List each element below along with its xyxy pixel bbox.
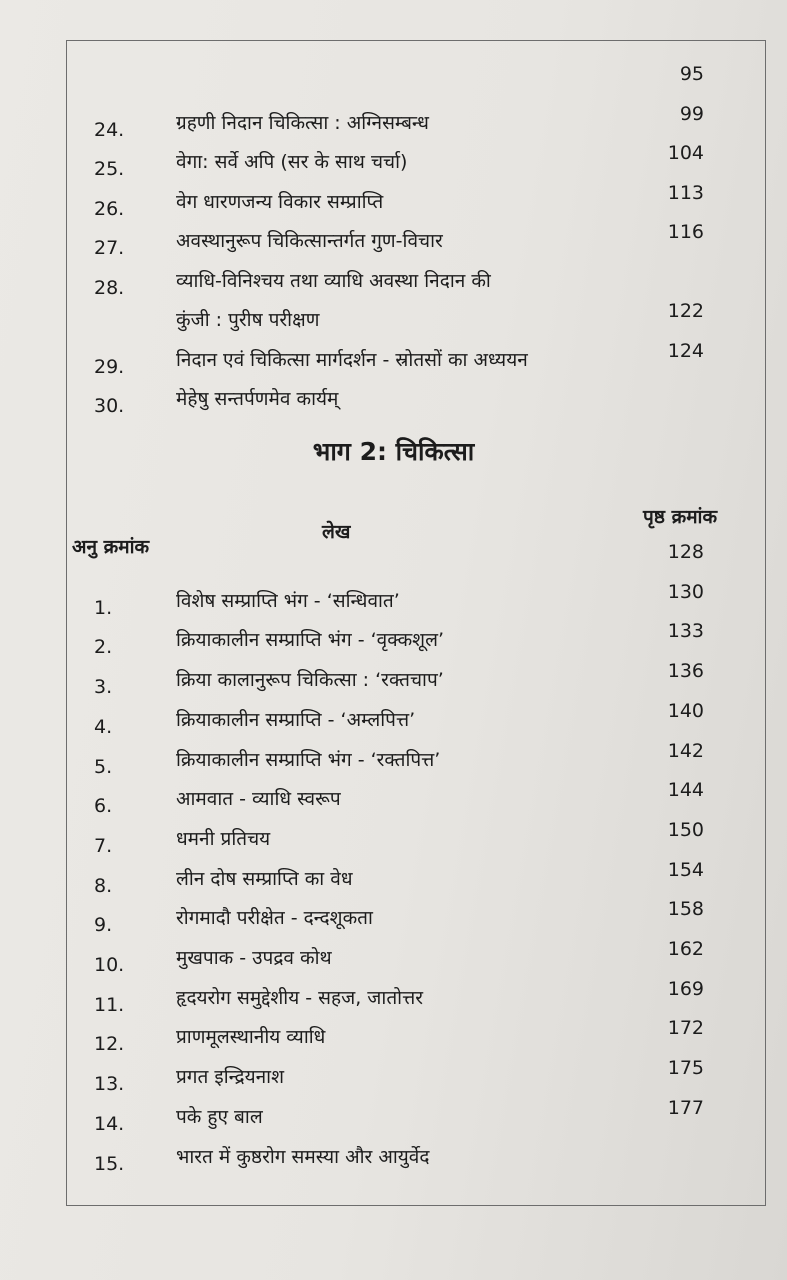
entry-title: ग्रहणी निदान चिकित्सा : अग्निसम्बन्ध — [176, 111, 429, 134]
entry-title: वेगा: सर्वे अपि (सर के साथ चर्चा) — [176, 151, 408, 173]
entry-number: 27. — [94, 237, 125, 259]
entry-number: 11. — [94, 993, 125, 1016]
entry-title: आमवात - व्याधि स्वरूप — [176, 788, 341, 811]
entry-number: 2. — [94, 636, 113, 659]
entry-title: लीन दोष सम्प्राप्ति का वेध — [176, 867, 353, 890]
entry-page-number: 158 — [667, 898, 704, 921]
entry-title: प्रगत इन्द्रियनाश — [176, 1066, 284, 1089]
entry-title: क्रियाकालीन सम्प्राप्ति - ‘अम्लपित्त’ — [176, 708, 416, 731]
entry-page-number: 99 — [679, 102, 704, 125]
entry-title: पके हुए बाल — [176, 1105, 263, 1128]
entry-number: 30. — [94, 395, 125, 417]
column-header-page: पृष्ठ क्रमांक — [643, 506, 718, 528]
entry-page-number: 169 — [667, 977, 704, 1000]
entry-page-number: 136 — [667, 660, 704, 683]
entry-number: 7. — [94, 834, 113, 857]
entry-page-number: 172 — [667, 1017, 704, 1040]
entry-title: प्राणमूलस्थानीय व्याधि — [176, 1026, 326, 1049]
entry-number: 5. — [94, 755, 113, 778]
entry-page-number: 95 — [679, 63, 704, 85]
entry-page-number: 175 — [667, 1057, 704, 1080]
entry-page-number: 130 — [667, 580, 704, 603]
column-header-serial: अनु क्रमांक — [72, 536, 150, 558]
entry-page-number: 104 — [667, 142, 704, 164]
entry-number: 26. — [94, 197, 125, 220]
entry-title: हृदयरोग समुद्देशीय - सहज, जातोत्तर — [176, 986, 423, 1009]
entry-page-number: 144 — [667, 779, 704, 802]
entry-number: 9. — [94, 914, 113, 937]
entry-number: 13. — [94, 1073, 125, 1096]
entry-page-number: 113 — [667, 181, 704, 204]
entry-title: अवस्थानुरूप चिकित्सान्तर्गत गुण-विचार — [176, 230, 443, 252]
entry-title: मेहेषु सन्तर्पणमेव कार्यम् — [176, 388, 339, 410]
column-header-article: लेख — [322, 521, 351, 543]
section-heading: भाग 2: चिकित्सा — [312, 437, 475, 466]
entry-page-number: 140 — [667, 699, 704, 722]
entry-title: क्रियाकालीन सम्प्राप्ति भंग - ‘वृक्कशूल’ — [176, 629, 445, 652]
entry-page-number: 122 — [667, 300, 704, 322]
entry-number: 28. — [94, 276, 125, 299]
entry-number: 1. — [94, 596, 113, 619]
entry-page-number: 150 — [667, 818, 704, 841]
entry-title: भारत में कुष्ठरोग समस्या और आयुर्वेद — [176, 1145, 430, 1168]
entry-page-number: 116 — [667, 221, 704, 243]
entry-title: विशेष सम्प्राप्ति भंग - ‘सन्धिवात’ — [176, 589, 400, 612]
entry-number: 15. — [94, 1152, 125, 1175]
entry-number: 24. — [94, 118, 125, 141]
entry-page-number: 177 — [667, 1096, 704, 1119]
entry-number: 10. — [94, 954, 125, 976]
entry-title: व्याधि-विनिश्चय तथा व्याधि अवस्था निदान की — [176, 269, 491, 292]
entry-number: 3. — [94, 676, 113, 699]
entry-number: 14. — [94, 1112, 125, 1135]
entry-page-number: 133 — [667, 620, 704, 643]
entry-title: मुखपाक - उपद्रव कोथ — [176, 947, 332, 969]
entry-page-number: 162 — [667, 938, 704, 960]
entry-title: निदान एवं चिकित्सा मार्गदर्शन - स्रोतसों का अध्ययन — [176, 348, 528, 371]
entry-page-number: 124 — [667, 339, 704, 362]
entry-title: कुंजी : पुरीष परीक्षण — [176, 309, 320, 331]
entry-title: रोगमादौ परीक्षेत - दन्दशूकता — [176, 907, 373, 930]
entry-number: 4. — [94, 715, 113, 738]
entry-title: क्रियाकालीन सम्प्राप्ति भंग - ‘रक्तपित्त’ — [176, 748, 441, 771]
entry-number: 8. — [94, 874, 113, 897]
entry-title: वेग धारणजन्य विकार सम्प्राप्ति — [176, 190, 384, 213]
entry-page-number: 142 — [667, 739, 704, 762]
entry-title: क्रिया कालानुरूप चिकित्सा : ‘रक्तचाप’ — [176, 669, 444, 692]
entry-title: धमनी प्रतिचय — [176, 827, 271, 850]
entry-number: 25. — [94, 158, 125, 180]
entry-page-number: 154 — [667, 858, 704, 881]
entry-number: 6. — [94, 795, 113, 818]
page-border — [66, 40, 766, 1206]
entry-number: 29. — [94, 355, 125, 378]
entry-number: 12. — [94, 1033, 125, 1056]
entry-page-number: 128 — [667, 541, 704, 563]
